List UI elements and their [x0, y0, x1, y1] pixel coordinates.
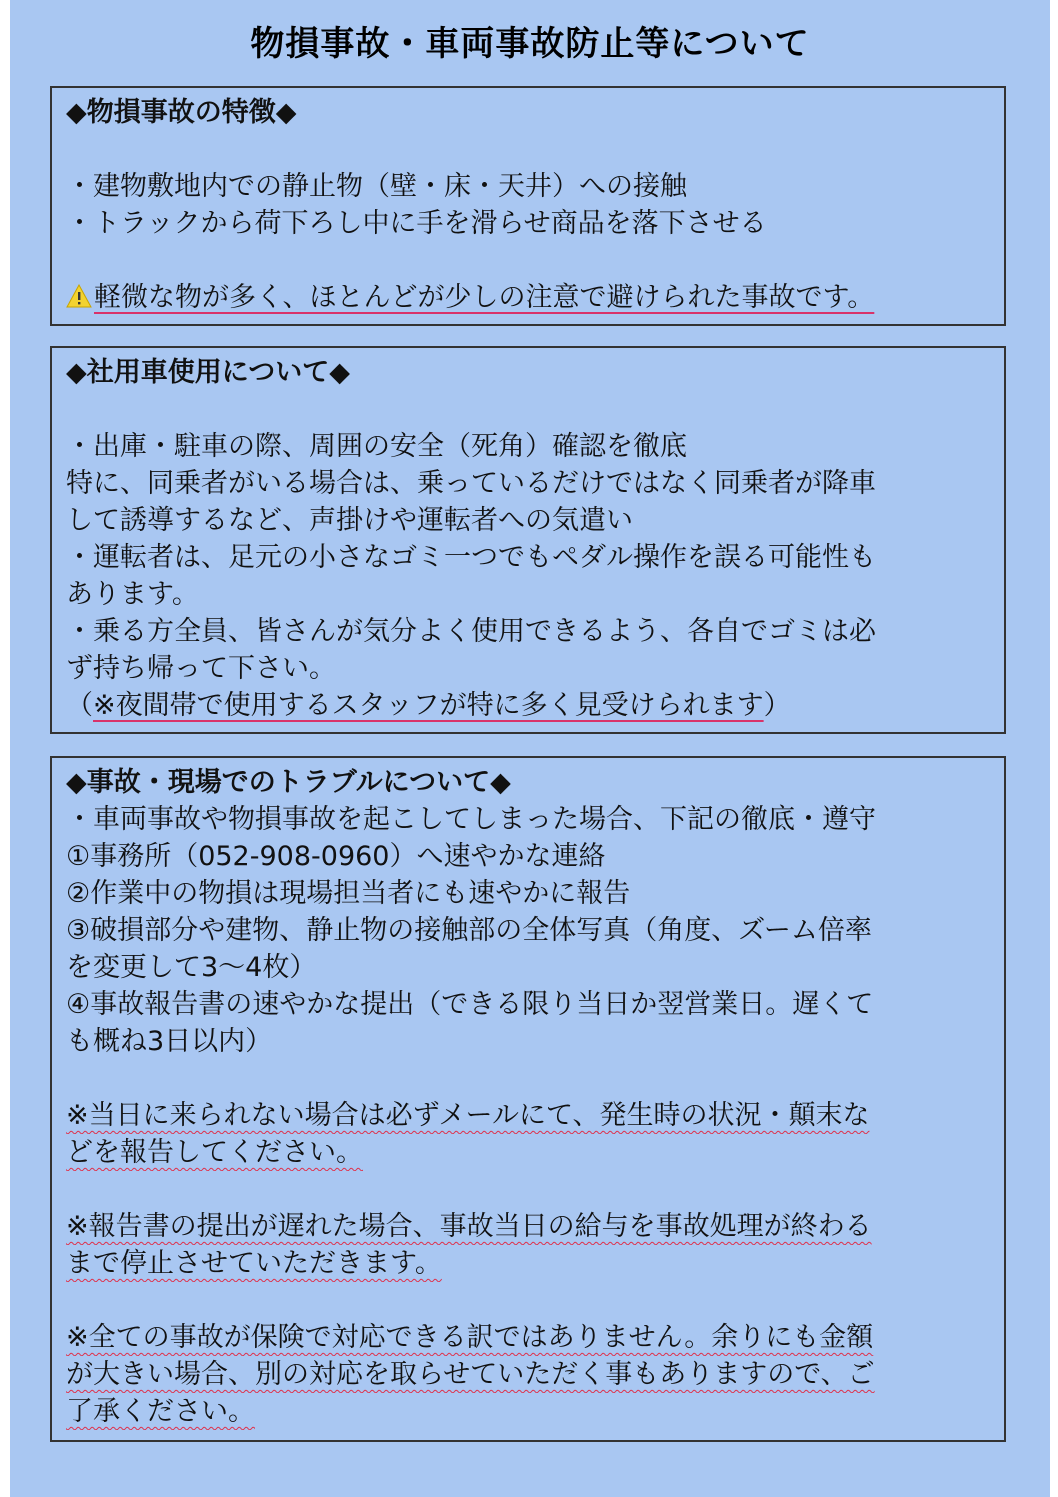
night-note-text: ※夜間帯で使用するスタッフが特に多く見受けられます	[93, 690, 764, 721]
note-line: ※当日に来られない場合は必ずメールにて、発生時の状況・顛末な	[66, 1100, 870, 1131]
text-line: ②作業中の物損は現場担当者にも速やかに報告	[66, 878, 631, 909]
section-heading: ◆物損事故の特徴◆	[66, 97, 297, 128]
note-line: まで停止させていただきます。	[66, 1248, 442, 1279]
text-line: ・車両事故や物損事故を起こしてしまった場合、下記の徹底・遵守	[66, 804, 876, 835]
night-note: （※夜間帯で使用するスタッフが特に多く見受けられます）	[66, 690, 791, 721]
page-title: 物損事故・車両事故防止等について	[250, 24, 810, 64]
section-accident-trouble	[50, 756, 1006, 1442]
text-line: あります。	[66, 579, 199, 610]
text-line: して誘導するなど、声掛けや運転者への気遣い	[66, 505, 633, 536]
notice-page	[10, 0, 1050, 1497]
text-line: も概ね3日以内）	[66, 1026, 273, 1057]
text-line: ③破損部分や建物、静止物の接触部の全体写真（角度、ズーム倍率	[66, 915, 872, 946]
note-line: ※全ての事故が保険で対応できる訳ではありません。余りにも金額	[66, 1322, 874, 1353]
warning-line	[66, 279, 990, 316]
text-line: ④事故報告書の速やかな提出（できる限り当日か翌営業日。遅くて	[66, 989, 874, 1020]
warning-icon	[66, 284, 92, 308]
text-line: を変更して3～4枚）	[66, 952, 317, 983]
section-property-accidents	[50, 86, 1006, 326]
text-line: 特に、同乗者がいる場合は、乗っているだけではなく同乗者が降車	[66, 468, 876, 499]
note-line: どを報告してください。	[66, 1137, 363, 1168]
section-heading: ◆社用車使用について◆	[66, 357, 350, 388]
note-line: 了承ください。	[66, 1396, 255, 1427]
text-line: ・運転者は、足元の小さなゴミ一つでもペダル操作を誤る可能性も	[66, 542, 876, 573]
list-item: ・トラックから荷下ろし中に手を滑らせ商品を落下させる	[66, 208, 767, 239]
text-line: ・出庫・駐車の際、周囲の安全（死角）確認を徹底	[66, 431, 687, 462]
note-line: が大きい場合、別の対応を取らせていただく事もありますので、ご	[66, 1359, 875, 1390]
list-item: ・建物敷地内での静止物（壁・床・天井）への接触	[66, 171, 687, 202]
section-heading: ◆事故・現場でのトラブルについて◆	[66, 767, 511, 798]
warning-text: 軽微な物が多く、ほとんどが少しの注意で避けられた事故です。	[94, 282, 875, 313]
section-company-car-use	[50, 346, 1006, 734]
text-line: ①事務所（052-908-0960）へ速やかな連絡	[66, 841, 606, 872]
note-line: ※報告書の提出が遅れた場合、事故当日の給与を事故処理が終わる	[66, 1211, 872, 1242]
text-line: ・乗る方全員、皆さんが気分よく使用できるよう、各自でゴミは必	[66, 616, 876, 647]
text-line: ず持ち帰って下さい。	[66, 653, 336, 684]
